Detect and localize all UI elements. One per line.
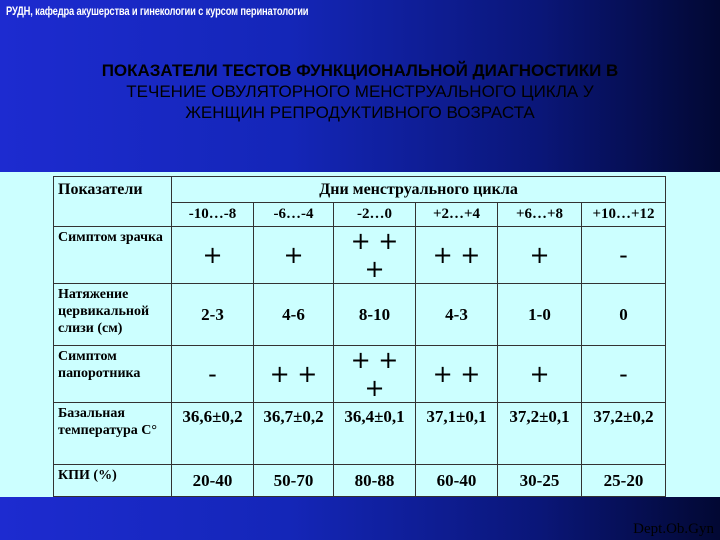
table-row xyxy=(54,346,666,403)
title-line-2: ТЕЧЕНИЕ ОВУЛЯТОРНОГО МЕНСТРУАЛЬНОГО ЦИКЛА У xyxy=(126,82,594,101)
title-line-3: ЖЕНЩИН РЕПРОДУКТИВНОГО ВОЗРАСТА xyxy=(185,103,535,122)
table-cell: 8-10 xyxy=(334,284,416,346)
row-label: Симптом папоротника xyxy=(54,346,172,403)
table-cell: 20-40 xyxy=(172,465,254,497)
range-header: -6…-4 xyxy=(254,203,334,227)
table-cell: 80-88 xyxy=(334,465,416,497)
range-header: -10…-8 xyxy=(172,203,254,227)
table-cell: 37,1±0,1 xyxy=(416,403,498,465)
row-label: Симптом зрачка xyxy=(54,227,172,284)
range-header: +10…+12 xyxy=(582,203,666,227)
table-cell: - xyxy=(582,346,666,403)
department-footer: Dept.Ob.Gyn xyxy=(633,521,714,537)
table-cell: + + xyxy=(416,227,498,284)
range-header: +6…+8 xyxy=(498,203,582,227)
table-cell: 36,6±0,2 xyxy=(172,403,254,465)
table-cell: 4-3 xyxy=(416,284,498,346)
table-cell: + xyxy=(498,227,582,284)
table-cell: + + + xyxy=(334,346,416,403)
title-line-1: ПОКАЗАТЕЛИ ТЕСТОВ ФУНКЦИОНАЛЬНОЙ ДИАГНОСТИКИ В xyxy=(101,61,619,80)
column-header-indicators: Показатели xyxy=(54,177,172,227)
range-header: +2…+4 xyxy=(416,203,498,227)
table-cell: + xyxy=(254,227,334,284)
table-cell: - xyxy=(582,227,666,284)
table-cell: 25-20 xyxy=(582,465,666,497)
table-cell: + + xyxy=(416,346,498,403)
range-header: -2…0 xyxy=(334,203,416,227)
table-cell: 2-3 xyxy=(172,284,254,346)
table-cell: 50-70 xyxy=(254,465,334,497)
table-cell: 4-6 xyxy=(254,284,334,346)
table-cell: + xyxy=(498,346,582,403)
table-cell: 36,4±0,1 xyxy=(334,403,416,465)
table-cell: - xyxy=(172,346,254,403)
table-cell: 30-25 xyxy=(498,465,582,497)
row-label: Натяжение цервикальной слизи (см) xyxy=(54,284,172,346)
table-cell: + + xyxy=(254,346,334,403)
table-cell: 36,7±0,2 xyxy=(254,403,334,465)
table-cell: 37,2±0,2 xyxy=(582,403,666,465)
row-label: Базальная температура С° xyxy=(54,403,172,465)
department-header: РУДН, кафедра акушерства и гинекологии с курсом перинатологии xyxy=(6,4,309,18)
table-cell: + + + xyxy=(334,227,416,284)
table-cell: 0 xyxy=(582,284,666,346)
slide-title xyxy=(20,60,700,123)
table-row xyxy=(54,465,666,497)
table-row xyxy=(54,227,666,284)
table-row xyxy=(54,284,666,346)
row-label: КПИ (%) xyxy=(54,465,172,497)
table-cell: 60-40 xyxy=(416,465,498,497)
diagnostics-table xyxy=(53,176,666,497)
table-cell: 1-0 xyxy=(498,284,582,346)
column-header-cycle-days: Дни менструального цикла xyxy=(172,177,666,203)
table-cell: + xyxy=(172,227,254,284)
table-row xyxy=(54,403,666,465)
table-cell: 37,2±0,1 xyxy=(498,403,582,465)
